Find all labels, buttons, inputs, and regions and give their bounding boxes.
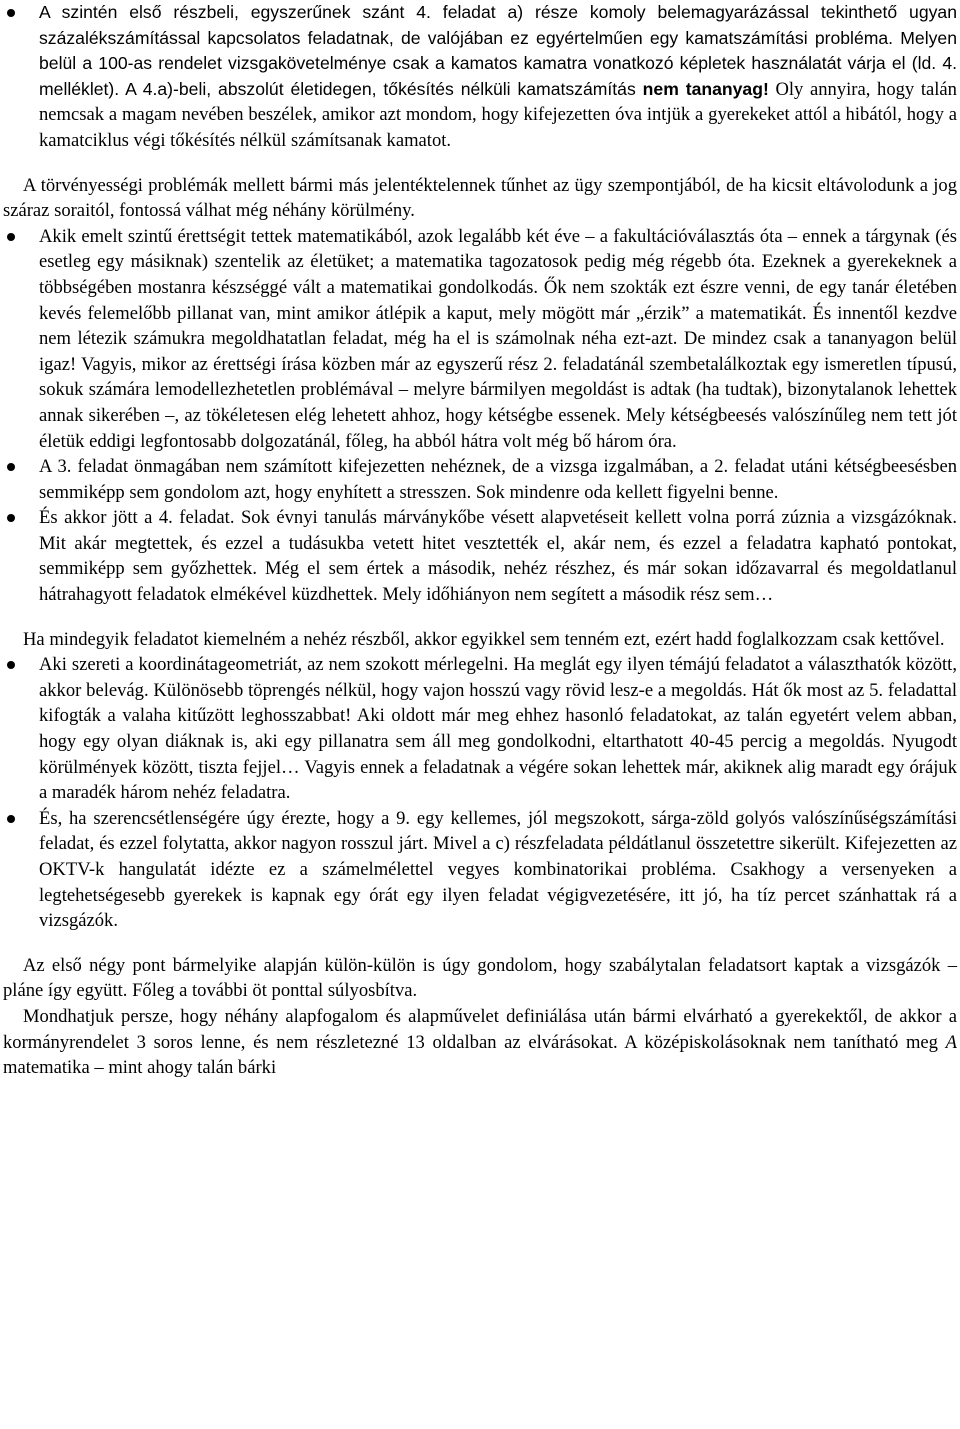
list-item-text: Akik emelt szintű érettségit tettek matematikából, azok legalább két éve – a fakultációválasztás óta – ennek a tárgynak (és esetleg egy másiknak) szentelik az életüket; a matematika tagozatosok pedig még régebb óta. Ezeknek a gyerekeknek a többségében mostanra készséggé vált a matematikai gondolkodás. Ők nem szokták ezt észre venni, de egy tanár életében kevés felemelőbb pillanat van, mint amikor átlépik a kaput, mely mögött már „érzik” a matematikát. És innentől kezdve nem létezik számukra megoldhatatlan feladat, még ha el is számolnak néha ezt-azt. De mindez csak a tananyagon belül igaz! Vagyis, mikor az érettségi írása közben már az egyszerű rész 2. feladatánál szembetalálkoztak egy ismeretlen típusú, sokuk számára lemodellezhetetlen problémával – melyre bármilyen megoldást is adtak (ha tudtak), bizonytalanok lehettek annak sikerében –, az tökéletesen elég lehetett ahhoz, hogy kétségbe essenek. Mely kétségbeesés valószínűleg nem tett jót életük eddigi legfontosabb dolgozatánál, főleg, ha abból hátra volt még bő három óra.: [39, 225, 957, 452]
item-text-part: A szintén első részbeli, egyszerűnek szánt 4. feladat a) része komoly belemagyarázással tekinthető ugyan százalékszámítással kapcsolatos feladatnak, de valójában ez egyértelműen egy kamatszámítási probléma. Melyen belül a 100-as rendelet vizsgakövetelménye csak a kamatos kamatra vonatkozó képletek használatát várja el (ld. 4. melléklet). A 4.a)-beli, abszolút életidegen, tőkésítés nélküli kamatszámítás: [39, 2, 957, 99]
paragraph-text-part: matematika – mint ahogy talán bárki: [3, 1057, 277, 1079]
bullet-icon: [7, 661, 15, 669]
list-item: [3, 0, 957, 154]
paragraph-text-part: Mondhatjuk persze, hogy néhány alapfogalom és alapművelet definiálása után bármi elvárható a gyerekektől, de akkor a kormányrendelet 3 soros lenne, és nem részletezné 13 oldalban az elvárásokat. A középiskolásoknak nem tanítható meg: [3, 1005, 957, 1053]
list-item: [3, 806, 957, 934]
paragraph: Ha mindegyik feladatot kiemelném a nehéz részből, akkor egyikkel sem tenném ezt, ezért hadd foglalkozzam csak kettővel.: [23, 628, 945, 650]
list-item: [3, 652, 957, 806]
emphasis-text: nem tananyag!: [642, 78, 769, 99]
item-text-part: Oly annyira, hogy talán nemcsak a magam nevében beszélek, amikor azt mondom, hogy kifejezetten óva intjük a gyerekeket attól a hibától, hogy a kamatciklus végi tőkésítés nélkül számítsanak kamatot.: [39, 78, 957, 151]
list-item-text: Aki szereti a koordinátageometriát, az nem szokott mérlegelni. Ha meglát egy ilyen témájú feladatot a választhatók között, akkor belevág. Különösebb töprengés nélkül, hogy vajon hosszú vagy rövid lesz-e a megoldás. Hát ők most az 5. feladattal kifogták a valaha kitűzött leghosszabbat! Aki oldott már meg ehhez hasonló feladatokat, az talán egyetért velem abban, hogy egy olyan diáknak is, aki egy pillanatra sem áll meg gondolkodni, eltarthatott 40-45 percig a megoldás. Nyugodt körülmények között, tiszta fejjel… Vagyis ennek a feladatnak a végére sokan lehettek már, akiknek alig maradt egy órájuk a maradék három nehéz feladatra.: [39, 654, 957, 804]
list-item-text: A 3. feladat önmagában nem számított kifejezetten nehéznek, de a vizsga izgalmában, a 2. feladat utáni kétségbeesésben semmiképp sem gondolom azt, hogy enyhített a stresszen. Sok mindenre oda kellett figyelni benne.: [39, 456, 957, 503]
bullet-icon: [7, 815, 15, 823]
bullet-list-1: [3, 224, 957, 608]
paragraph: [3, 1004, 957, 1081]
italic-text: A: [945, 1031, 957, 1053]
list-item: [3, 505, 957, 607]
bullet-icon: [7, 514, 15, 522]
bullet-icon: [7, 9, 15, 17]
paragraph: A törvényességi problémák mellett bármi más jelentéktelennek tűnhet az ügy szempontjából, de ha kicsit eltávolodunk a jog száraz soraitól, fontossá válhat még néhány körülmény.: [3, 174, 957, 222]
list-item-text: És akkor jött a 4. feladat. Sok évnyi tanulás márványkőbe vésett alapvetéseit kellett volna porrá zúznia a vizsgázóknak. Mit akár megtettek, és ezzel a tudásukba vetett hitet vesztették el, akár nem, és ezzel a feladatra kapható pontokat, semmiképp sem győzhettek. Még el sem értek a második, nehéz részhez, és már sokan időzavarral és megoldatlanul hátrahagyott feladatok elmékével küzdhettek. Mely időhiányon nem segített a második rész sem…: [39, 507, 957, 606]
bullet-list-2: [3, 652, 957, 934]
list-item: [3, 454, 957, 505]
first-bullet-list: [3, 0, 957, 154]
paragraph: Az első négy pont bármelyike alapján külön-külön is úgy gondolom, hogy szabálytalan feladatsort kaptak a vizsgázók – pláne így együtt. Főleg a további öt ponttal súlyosbítva.: [3, 954, 957, 1002]
bullet-icon: [7, 463, 15, 471]
bullet-icon: [7, 233, 15, 241]
list-item: [3, 224, 957, 454]
list-item-text: És, ha szerencsétlenségére úgy érezte, hogy a 9. egy kellemes, jól megszokott, sárga-zöld golyós valószínűségszámítási feladat, és ezzel folytatta, akkor nagyon rosszul járt. Mivel a c) részfeladata példátlanul összetettre sikerült. Kifejezetten az OKTV-k hangulatát idézte ez a számelmélettel vegyes kombinatorikai probléma. Csakhogy a versenyeken a legtehetségesebb gyerekek is kapnak egy órát egy ilyen feladat végigvezetésére, itt jó, ha tíz percet szánhattak rá a vizsgázók.: [39, 807, 957, 932]
